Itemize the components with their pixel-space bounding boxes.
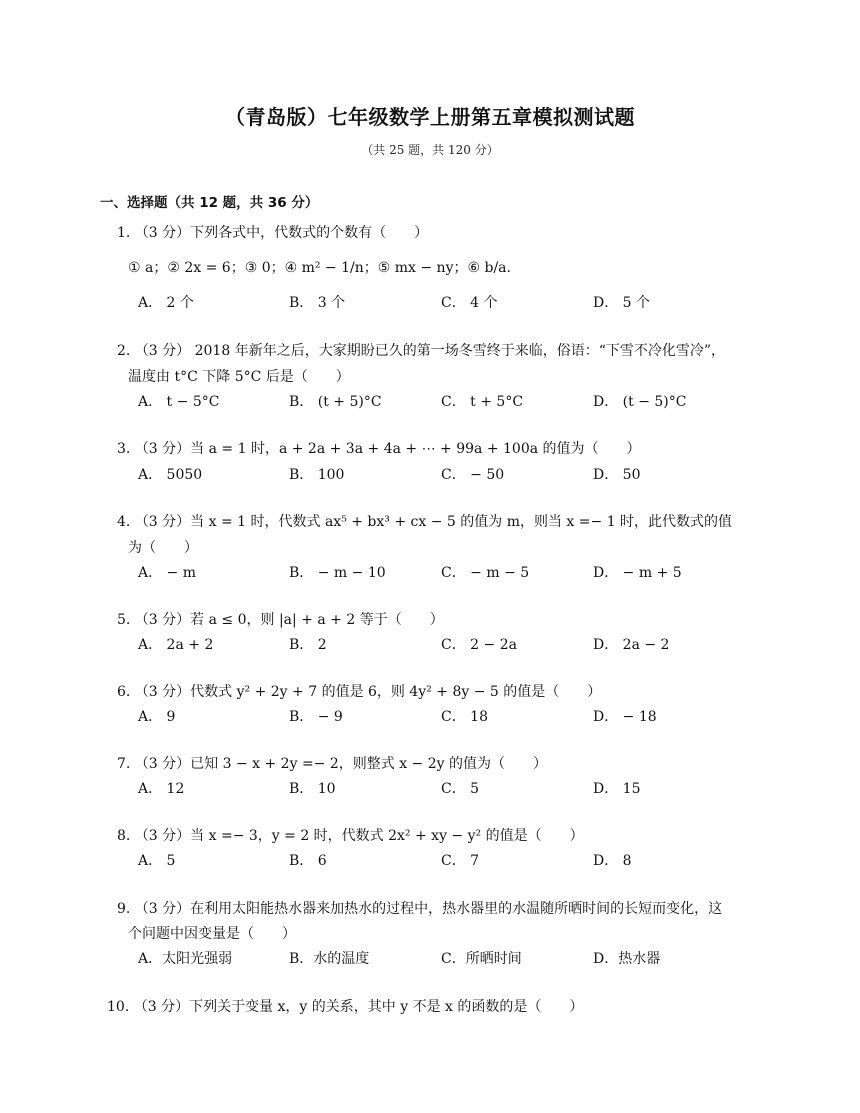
question-6-option-d[interactable]: D． − 18 (593, 709, 657, 725)
question-1-text: 1. （3 分）下列各式中，代数式的个数有（ ） (117, 225, 429, 241)
question-1-option-b[interactable]: B． 3 个 (289, 295, 346, 311)
question-4-option-b[interactable]: B． − m − 10 (289, 565, 386, 581)
question-3-option-c[interactable]: C． − 50 (441, 467, 505, 483)
question-1-items: ① a；② 2x = 6；③ 0；④ m² − 1/n；⑤ mx − ny；⑥ b/a. (128, 260, 511, 276)
question-5-option-d[interactable]: D． 2a − 2 (593, 637, 670, 653)
question-3-text: 3. （3 分）当 a = 1 时，a + 2a + 3a + 4a + ⋯ + 99a + 100a 的值为（ ） (117, 441, 641, 457)
question-9-text: 9. （3 分）在利用太阳能热水器来加热水的过程中，热水器里的水温随所晒时间的长短而变化，这 (117, 901, 723, 917)
question-7-option-d[interactable]: D． 15 (593, 781, 641, 797)
question-9-option-d[interactable]: D．热水器 (593, 951, 661, 967)
question-4-text-line-2: 为（ ） (128, 540, 198, 556)
question-10-text: 10. （3 分）下列关于变量 x，y 的关系，其中 y 不是 x 的函数的是（ ） (107, 999, 584, 1015)
page-subtitle: （共 25 题，共 120 分） (361, 143, 499, 157)
question-8-option-c[interactable]: C． 7 (441, 853, 480, 869)
question-5-option-b[interactable]: B． 2 (289, 637, 327, 653)
question-1-option-d[interactable]: D． 5 个 (593, 295, 651, 311)
question-6-option-a[interactable]: A． 9 (138, 709, 176, 725)
question-2-text-line-2: 温度由 t°C 下降 5°C 后是（ ） (128, 369, 350, 385)
question-3-option-a[interactable]: A． 5050 (138, 467, 203, 483)
question-8-option-a[interactable]: A． 5 (138, 853, 176, 869)
question-7-text: 7. （3 分）已知 3 − x + 2y =− 2，则整式 x − 2y 的值为（ ） (117, 756, 548, 772)
question-9-option-c[interactable]: C．所晒时间 (441, 951, 522, 967)
question-7-option-b[interactable]: B． 10 (289, 781, 336, 797)
question-9-option-a[interactable]: A．太阳光强弱 (138, 951, 233, 967)
question-4-text: 4. （3 分）当 x = 1 时，代数式 ax⁵ + bx³ + cx − 5 的值为 m，则当 x =− 1 时，此代数式的值 (117, 514, 733, 530)
question-7-option-a[interactable]: A． 12 (138, 781, 185, 797)
question-6-option-b[interactable]: B． − 9 (289, 709, 343, 725)
question-4-option-a[interactable]: A． − m (138, 565, 197, 581)
question-1-option-a[interactable]: A． 2 个 (138, 295, 194, 311)
question-2-option-d[interactable]: D． (t − 5)°C (593, 394, 687, 410)
question-8-option-d[interactable]: D． 8 (593, 853, 632, 869)
question-7-option-c[interactable]: C． 5 (441, 781, 480, 797)
question-4-option-d[interactable]: D． − m + 5 (593, 565, 682, 581)
question-6-option-c[interactable]: C． 18 (441, 709, 488, 725)
question-2-option-b[interactable]: B． (t + 5)°C (289, 394, 382, 410)
question-2-option-a[interactable]: A． t − 5°C (138, 394, 220, 410)
question-2-text: 2. （3 分） 2018 年新年之后，大家期盼已久的第一场冬雪终于来临，俗语：“下雪不冷化雪冷”， (117, 343, 726, 359)
question-1-option-c[interactable]: C． 4 个 (441, 295, 498, 311)
question-6-text: 6. （3 分）代数式 y² + 2y + 7 的值是 6，则 4y² + 8y − 5 的值是（ ） (117, 684, 602, 700)
section-heading: 一、选择题（共 12 题，共 36 分） (100, 195, 319, 211)
question-8-option-b[interactable]: B． 6 (289, 853, 327, 869)
question-3-option-d[interactable]: D． 50 (593, 467, 641, 483)
question-5-option-c[interactable]: C． 2 − 2a (441, 637, 517, 653)
question-3-option-b[interactable]: B． 100 (289, 467, 345, 483)
question-9-option-b[interactable]: B．水的温度 (289, 951, 370, 967)
question-9-text-line-2: 个问题中因变量是（ ） (128, 926, 296, 942)
question-8-text: 8. （3 分）当 x =− 3，y = 2 时，代数式 2x² + xy − y² 的值是（ ） (117, 828, 584, 844)
question-5-option-a[interactable]: A． 2a + 2 (138, 637, 214, 653)
question-4-option-c[interactable]: C． − m − 5 (441, 565, 530, 581)
question-5-text: 5. （3 分）若 a ≤ 0，则 |a| + a + 2 等于（ ） (117, 612, 444, 628)
page-title: （青岛版）七年级数学上册第五章模拟测试题 (225, 105, 635, 129)
question-2-option-c[interactable]: C． t + 5°C (441, 394, 524, 410)
